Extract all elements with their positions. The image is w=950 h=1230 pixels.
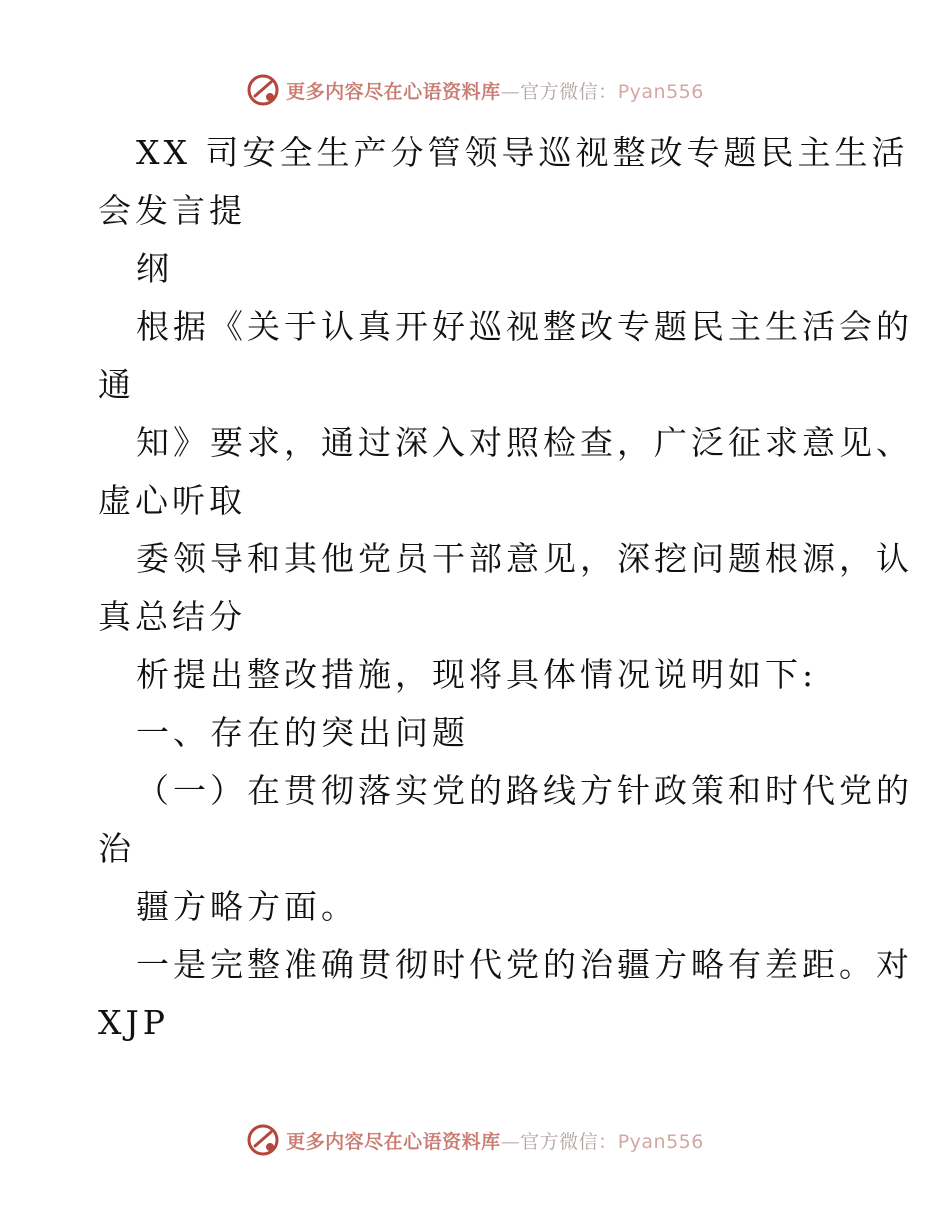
document-line: 会发言提	[98, 191, 246, 230]
watermark-label: 官方微信：	[520, 1130, 618, 1153]
watermark-separator: —	[500, 1130, 521, 1153]
footer-watermark	[0, 1120, 950, 1160]
watermark-separator: —	[500, 80, 521, 103]
document-line: 委领导和其他党员干部意见，深挖问题根源，认	[136, 539, 913, 578]
document-line: 通	[98, 365, 135, 404]
logo-icon	[246, 1123, 280, 1157]
document-body	[98, 124, 913, 1052]
watermark-id: Pyan556	[617, 80, 704, 103]
watermark-label: 官方微信：	[520, 80, 618, 103]
watermark-site: 更多内容尽在心语资料库	[286, 1130, 501, 1153]
watermark-site: 更多内容尽在心语资料库	[286, 80, 501, 103]
document-line: 根据《关于认真开好巡视整改专题民主生活会的	[136, 307, 913, 346]
header-watermark	[0, 70, 950, 110]
document-line: （一）在贯彻落实党的路线方针政策和时代党的	[136, 771, 913, 810]
document-line: 虚心听取	[98, 481, 246, 520]
document-line: 疆方略方面。	[136, 887, 358, 926]
watermark-text	[286, 77, 704, 104]
document-line: XJP	[98, 1003, 169, 1042]
document-line: 一是完整准确贯彻时代党的治疆方略有差距。对	[136, 945, 913, 984]
document-line: 治	[98, 829, 135, 868]
watermark-id: Pyan556	[617, 1130, 704, 1153]
watermark-text	[286, 1127, 704, 1154]
document-line: 知》要求，通过深入对照检查，广泛征求意见、	[136, 423, 913, 462]
document-line: XX 司安全生产分管领导巡视整改专题民主生活	[136, 133, 909, 172]
document-line: 析提出整改措施，现将具体情况说明如下:	[136, 655, 818, 694]
document-line: 真总结分	[98, 597, 246, 636]
document-line: 一、存在的突出问题	[136, 713, 469, 752]
logo-icon	[246, 73, 280, 107]
document-line: 纲	[136, 249, 173, 288]
